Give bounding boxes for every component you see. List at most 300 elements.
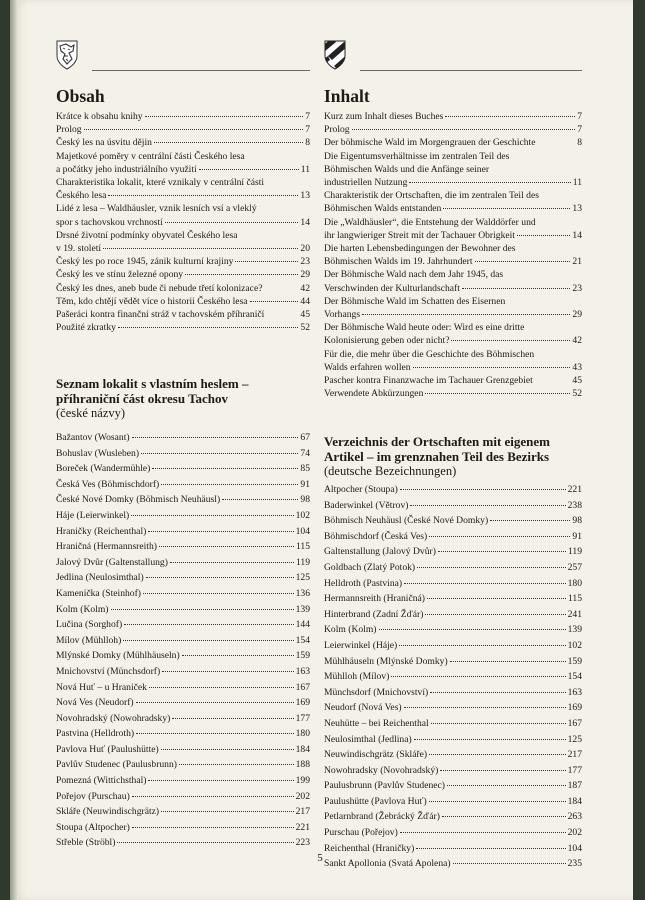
entry-page-number: 119: [295, 556, 310, 568]
entry-page-number: 154: [567, 671, 582, 683]
dot-leader: [427, 598, 566, 599]
entry-row: [56, 742, 310, 758]
toc-entry: [56, 268, 310, 281]
entry-row: [324, 794, 582, 810]
entry-title: Purschau (Pořejov): [324, 827, 398, 839]
entry-page-number: 184: [295, 743, 310, 755]
dot-leader: [170, 562, 294, 563]
entry-page-number: 177: [567, 764, 582, 776]
dot-leader: [141, 453, 298, 454]
entry-page-number: 169: [295, 697, 310, 709]
toc-entry: [324, 216, 582, 242]
entry-title: Baderwinkel (Větrov): [324, 499, 409, 511]
entry-page-number: 43: [572, 361, 582, 373]
entry-row: [324, 747, 582, 763]
entry-row: [324, 544, 582, 560]
dot-leader: [161, 811, 294, 812]
entry-page-number: 125: [567, 733, 582, 745]
entry-page-number: 115: [295, 541, 310, 553]
entry-page-number: 167: [567, 717, 582, 729]
dot-leader: [443, 208, 570, 209]
dot-leader: [182, 655, 294, 656]
dot-leader: [517, 235, 570, 236]
entry-row: [324, 763, 582, 779]
entry-row: [324, 136, 582, 149]
dot-leader: [451, 340, 570, 341]
toc-entry: [56, 680, 310, 696]
entry-title: Hinterbrand (Zadní Žďár): [324, 608, 424, 620]
entry-row: [324, 825, 582, 841]
dot-leader: [108, 195, 298, 196]
section-subtitle: (české názvy): [56, 406, 126, 420]
section-title-line-2: příhraniční část okresu Tachov: [56, 391, 229, 406]
toc-entry: [56, 492, 310, 508]
entry-row: [56, 295, 310, 308]
toc-entry: [324, 498, 582, 514]
entry-row: [324, 576, 582, 592]
entry-title: Česká Ves (Böhmischdorf): [56, 478, 160, 490]
entry-title-line: Für die, die mehr über die Geschichte des Böhmischen: [324, 348, 535, 360]
entry-page-number: 91: [300, 478, 310, 490]
toc-entry: [56, 555, 310, 571]
toc-entry: [56, 150, 310, 176]
entry-page-number: 169: [567, 702, 582, 714]
entry-title: Mlýnské Domky (Mühlhäuseln): [56, 650, 180, 662]
entry-page-number: 217: [567, 749, 582, 761]
toc-entry: [56, 539, 310, 555]
dot-leader: [404, 707, 566, 708]
entry-title: Český les dnes, aneb bude či nebude třetí kolonizace?: [56, 282, 263, 294]
toc-entry: [56, 570, 310, 586]
entry-title: Těm, kdo chtějí vědět více o historii Českého lesa: [56, 295, 248, 307]
entry-title: Kurz zum Inhalt dieses Buches: [324, 111, 444, 122]
bavarian-crest-icon: [324, 40, 346, 70]
entry-page-number: 241: [567, 608, 582, 620]
entry-title: Háje (Leierwinkel): [56, 509, 130, 521]
entry-page-number: 125: [295, 572, 310, 584]
german-column: [324, 40, 582, 870]
entry-row: [324, 176, 582, 189]
entry-title: Mnichovství (Münchsdorf): [56, 665, 161, 677]
entry-row: [56, 539, 310, 555]
entry-title-line: Der Böhmische Wald heute oder: Wird es eine dritte: [324, 322, 525, 334]
column-header: [56, 40, 310, 74]
entry-title: Reichenthal (Hraničky): [324, 842, 415, 854]
entry-title: industriellen Nutzung: [324, 177, 408, 189]
entry-page-number: 238: [567, 499, 582, 511]
entry-title-line: Der Böhmische Wald im Schatten des Eisernen: [324, 295, 506, 307]
toc-entry: [324, 560, 582, 576]
entry-row: [56, 773, 310, 789]
entry-title: Verschwinden der Kulturlandschaft: [324, 282, 460, 294]
toc-entry: [324, 321, 582, 347]
dot-leader: [440, 770, 565, 771]
toc-entry: [56, 617, 310, 633]
toc-entry: [56, 664, 310, 680]
entry-page-number: 14: [572, 229, 582, 241]
entry-title: Nowohradsky (Novohradský): [324, 764, 439, 776]
entry-row: [56, 446, 310, 462]
entry-row: [324, 809, 582, 825]
entry-row: [324, 498, 582, 514]
dot-leader: [399, 645, 565, 646]
entry-title: Walds erfahren wollen: [324, 361, 411, 373]
entry-title: Hermannsreith (Hraničná): [324, 593, 425, 605]
toc-entry: [56, 773, 310, 789]
entry-title: Skláře (Neuwindischgrätz): [56, 806, 160, 818]
toc-entry: [56, 202, 310, 228]
entry-page-number: 102: [295, 509, 310, 521]
entry-page-number: 98: [572, 515, 582, 527]
entry-page-number: 8: [305, 137, 310, 149]
entry-title: Der böhmische Wald im Morgengrauen der Geschichte: [324, 137, 536, 149]
entry-title: Hraničná (Hermannsreith): [56, 541, 157, 553]
entry-row: [56, 477, 310, 493]
entry-title: Paulusbrunn (Pavlův Studenec): [324, 780, 445, 792]
entry-row: [56, 555, 310, 571]
toc-entry: [56, 726, 310, 742]
entry-title: Pavlova Huť (Paulushütte): [56, 743, 159, 755]
entry-page-number: 7: [577, 111, 582, 122]
entry-row: [324, 202, 582, 215]
entry-title: Böhmischen Walds entstanden: [324, 203, 442, 215]
entry-row: [324, 529, 582, 545]
toc-entry: [56, 633, 310, 649]
toc-entry: [324, 825, 582, 841]
entry-title: Pastvina (Helldroth): [56, 728, 135, 740]
entry-title: Leierwinkel (Háje): [324, 639, 398, 651]
entry-row: [56, 570, 310, 586]
entry-page-number: 184: [567, 795, 582, 807]
entry-row: [324, 716, 582, 732]
entry-row: [324, 638, 582, 654]
dot-leader: [132, 437, 299, 438]
entry-title-line: Die Eigentumsverhältnisse im zentralen Teil des: [324, 150, 510, 162]
entry-row: [324, 123, 582, 136]
entry-row: [56, 757, 310, 773]
toc-entry: [56, 461, 310, 477]
dot-leader: [179, 764, 294, 765]
dot-leader: [417, 567, 565, 568]
toc-entry: [324, 295, 582, 321]
entry-row: [56, 664, 310, 680]
book-page: [10, 0, 633, 900]
entry-page-number: 139: [295, 603, 310, 615]
entry-title: Boreček (Wandermühle): [56, 463, 151, 475]
toc-entry: [324, 607, 582, 623]
dot-leader: [145, 116, 304, 117]
entry-page-number: 91: [572, 530, 582, 542]
entry-title: Paulushütte (Pavlova Huť): [324, 795, 427, 807]
entry-row: [324, 374, 582, 387]
entry-title: Altpocher (Stoupa): [324, 484, 398, 495]
dot-leader: [172, 718, 293, 719]
toc-entry: [324, 763, 582, 779]
dot-leader: [404, 583, 566, 584]
entry-row: [56, 835, 310, 851]
dot-leader: [124, 624, 293, 625]
dot-leader: [429, 754, 566, 755]
dot-leader: [162, 671, 293, 672]
dot-leader: [132, 827, 294, 828]
toc-entry: [324, 794, 582, 810]
dot-leader: [123, 640, 293, 641]
entry-title: Stoupa (Altpocher): [56, 821, 130, 833]
entry-row: [56, 633, 310, 649]
toc-entry: [56, 321, 310, 334]
entry-row: [324, 700, 582, 716]
entry-row: [56, 430, 310, 446]
entry-page-number: 163: [567, 686, 582, 698]
entry-page-number: 14: [300, 216, 310, 228]
contents-title: Inhalt: [324, 86, 370, 106]
entry-title-line: Der Böhmische Wald nach dem Jahr 1945, das: [324, 269, 504, 281]
entry-row: [56, 711, 310, 727]
toc-entry: [324, 622, 582, 638]
toc-entry: [324, 778, 582, 794]
entry-title: Vorhangs: [324, 309, 361, 321]
dot-leader: [148, 780, 293, 781]
toc-entry: [56, 430, 310, 446]
entry-title-line: Böhmischen Walds und die Anfänge seiner: [324, 163, 490, 175]
toc-entry: [56, 136, 310, 149]
dot-leader: [462, 288, 571, 289]
entry-page-number: 115: [567, 593, 582, 605]
entry-page-number: 119: [567, 546, 582, 558]
entry-page-number: 263: [567, 811, 582, 823]
entry-page-number: 104: [295, 525, 310, 537]
toc-entry: [56, 711, 310, 727]
dot-leader: [425, 614, 565, 615]
entry-row: [324, 685, 582, 701]
dot-leader: [131, 515, 293, 516]
entry-page-number: 221: [567, 484, 582, 495]
places-block: [56, 430, 310, 851]
entry-page-number: 7: [305, 124, 310, 136]
entry-row: [324, 622, 582, 638]
entry-row: [56, 680, 310, 696]
toc-entry: [324, 513, 582, 529]
toc-entry: [324, 348, 582, 374]
dot-leader: [409, 182, 570, 183]
entry-page-number: 20: [300, 243, 310, 255]
dot-leader: [159, 546, 294, 547]
entry-row: [56, 508, 310, 524]
entry-title: Krátce k obsahu knihy: [56, 111, 143, 122]
toc-entry: [324, 268, 582, 294]
entry-row: [56, 136, 310, 149]
table-of-contents: [324, 110, 582, 400]
entry-row: [324, 513, 582, 529]
entry-page-number: 11: [300, 163, 310, 175]
entry-page-number: 7: [305, 111, 310, 122]
entry-page-number: 29: [300, 269, 310, 281]
entry-page-number: 154: [295, 634, 310, 646]
dot-leader: [118, 327, 298, 328]
entry-row: [324, 110, 582, 123]
section-title-line-2: Artikel – im grenznahen Teil des Bezirks: [324, 449, 550, 464]
entry-page-number: 52: [300, 322, 310, 334]
toc-entry: [324, 747, 582, 763]
entry-row: [56, 492, 310, 508]
entry-title: České Nové Domky (Böhmisch Neuhäusl): [56, 494, 221, 506]
entry-title: Verwendete Abkürzungen: [324, 388, 424, 400]
dot-leader: [362, 314, 570, 315]
section-subtitle: (deutsche Bezeichnungen): [324, 464, 457, 478]
toc-entry: [324, 529, 582, 545]
entry-row: [324, 669, 582, 685]
entry-row: [324, 308, 582, 321]
dot-leader: [442, 816, 566, 817]
entry-row: [56, 282, 310, 295]
entry-title: Pořejov (Purschau): [56, 790, 130, 802]
page-number: 5: [317, 852, 323, 864]
toc-entry: [324, 242, 582, 268]
toc-entry: [324, 856, 582, 872]
dot-leader: [161, 749, 294, 750]
dot-leader: [84, 129, 304, 130]
entry-title: Pašeráci kontra finanční stráž v tachovském příhraničí: [56, 309, 265, 321]
entry-page-number: 45: [300, 309, 310, 321]
entry-title: Použité zkratky: [56, 322, 116, 334]
toc-entry: [56, 176, 310, 202]
toc-entry: [56, 255, 310, 268]
entry-row: [56, 617, 310, 633]
toc-entry: [56, 110, 310, 123]
entry-page-number: 235: [567, 858, 582, 870]
dot-leader: [429, 536, 570, 537]
entry-row: [56, 789, 310, 805]
entry-row: [324, 255, 582, 268]
entry-title: Sankt Apollonia (Svatá Apolena): [324, 858, 451, 870]
entry-page-number: 13: [572, 203, 582, 215]
entry-title: Kamenička (Steinhof): [56, 587, 141, 599]
toc-entry: [56, 229, 310, 255]
entry-title: Böhmisch Neuhäusl (České Nové Domky): [324, 515, 489, 527]
toc-entry: [324, 700, 582, 716]
entry-title: Nová Ves (Neudorf): [56, 697, 134, 709]
entry-page-number: 167: [295, 681, 310, 693]
toc-entry: [56, 804, 310, 820]
entry-title: Mílov (Mühlloh): [56, 634, 122, 646]
toc-entry: [324, 123, 582, 136]
toc-entry: [324, 841, 582, 857]
entry-title: Helldroth (Pastvina): [324, 577, 403, 589]
entry-page-number: 98: [300, 494, 310, 506]
entry-row: [56, 163, 310, 176]
entry-page-number: 221: [295, 821, 310, 833]
toc-entry: [56, 648, 310, 664]
entry-page-number: 163: [295, 665, 310, 677]
toc-entry: [324, 150, 582, 190]
entry-page-number: 29: [572, 309, 582, 321]
dot-leader: [111, 609, 294, 610]
dot-leader: [450, 661, 566, 662]
entry-title: Böhmischen Walds im 19. Jahrhundert: [324, 256, 473, 268]
entry-row: [56, 804, 310, 820]
entry-title: Prolog: [56, 124, 82, 136]
entry-title: Galtenstallung (Jalový Dvůr): [324, 546, 436, 558]
coat-of-arms-icon: [56, 40, 78, 70]
toc-entry: [324, 809, 582, 825]
entry-page-number: 217: [295, 806, 310, 818]
dot-leader: [161, 484, 298, 485]
toc-entry: [56, 446, 310, 462]
entry-row: [324, 654, 582, 670]
entry-title: Pascher kontra Finanzwache im Tachauer Grenzgebiet: [324, 375, 533, 387]
toc-entry: [324, 685, 582, 701]
dot-leader: [136, 733, 294, 734]
entry-row: [56, 461, 310, 477]
entry-page-number: 180: [567, 577, 582, 589]
toc-entry: [324, 189, 582, 215]
dot-leader: [143, 593, 294, 594]
toc-entry: [324, 136, 582, 149]
dot-leader: [445, 116, 575, 117]
dot-leader: [165, 222, 299, 223]
toc-entry: [56, 282, 310, 295]
entry-title: Pomezná (Wittichsthal): [56, 775, 147, 787]
entry-row: [324, 732, 582, 748]
entry-page-number: 139: [567, 624, 582, 636]
entry-row: [56, 602, 310, 618]
toc-entry: [56, 789, 310, 805]
dot-leader: [430, 692, 565, 693]
entry-page-number: 7: [577, 124, 582, 136]
entry-title: Neuhütte – bei Reichenthal: [324, 717, 429, 729]
dot-leader: [146, 577, 294, 578]
entry-title: v 19. století: [56, 243, 102, 255]
dot-leader: [148, 531, 293, 532]
toc-entry: [324, 374, 582, 387]
czech-column: [56, 40, 310, 849]
entry-row: [56, 189, 310, 202]
entry-row: [324, 282, 582, 295]
entry-row: [56, 726, 310, 742]
places-section: [56, 376, 310, 421]
entry-page-number: 159: [567, 655, 582, 667]
entry-page-number: 85: [300, 463, 310, 475]
section-title-line-1: Verzeichnis der Ortschaften mit eigenem: [324, 434, 551, 449]
entry-row: [56, 586, 310, 602]
column-header: [324, 40, 582, 74]
entry-row: [324, 856, 582, 872]
entry-page-number: 21: [572, 256, 582, 268]
header-rule: [92, 70, 310, 71]
entry-page-number: 42: [300, 282, 310, 294]
entry-page-number: 177: [295, 712, 310, 724]
page-edge: [10, 0, 18, 900]
toc-entry: [324, 482, 582, 498]
toc-entry: [324, 716, 582, 732]
dot-leader: [352, 129, 576, 130]
entry-page-number: 257: [567, 561, 582, 573]
dot-leader: [400, 489, 566, 490]
entry-row: [56, 255, 310, 268]
entry-page-number: 8: [577, 137, 582, 149]
entry-row: [56, 695, 310, 711]
entry-title-line: Die harten Lebensbedingungen der Bewohner des: [324, 243, 516, 255]
entry-row: [324, 334, 582, 347]
dot-leader: [447, 785, 566, 786]
entry-page-number: 102: [567, 639, 582, 651]
dot-leader: [379, 629, 566, 630]
dot-leader: [400, 832, 566, 833]
toc-entry: [56, 602, 310, 618]
toc-block: [56, 110, 310, 334]
dot-leader: [149, 687, 294, 688]
entry-row: [324, 591, 582, 607]
